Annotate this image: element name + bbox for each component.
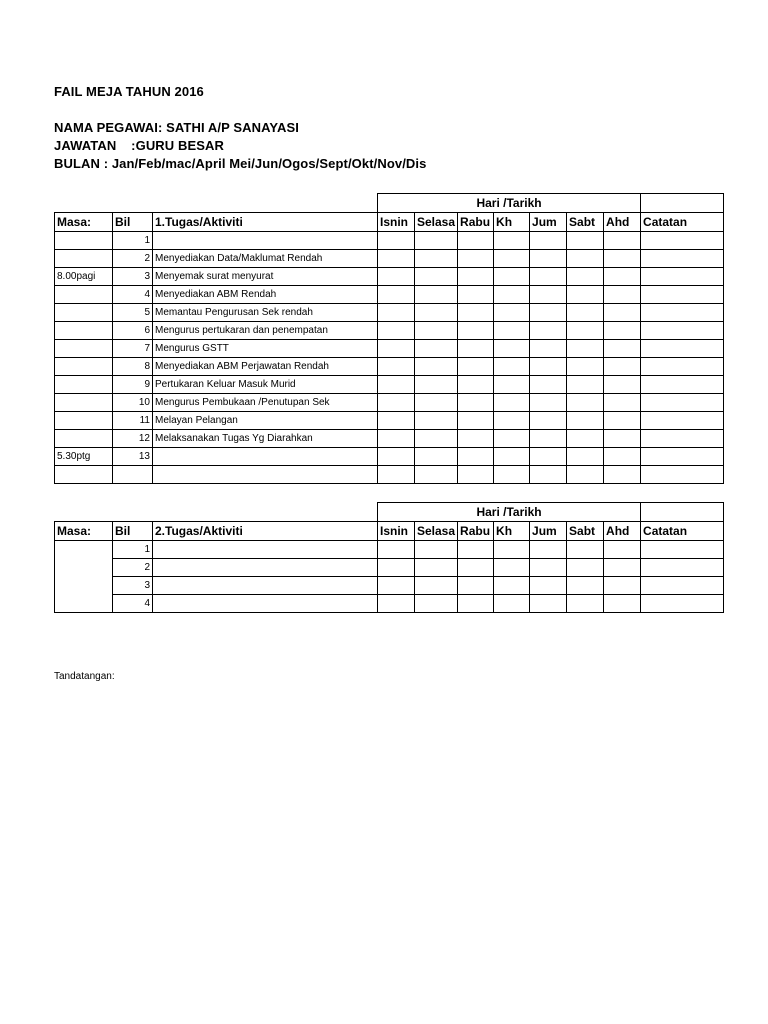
tugas-cell: Melayan Pelangan <box>153 412 378 430</box>
catatan-cell <box>641 376 724 394</box>
selasa-cell <box>415 358 458 376</box>
rabu-cell <box>458 376 494 394</box>
col-isnin: Isnin <box>378 213 415 232</box>
selasa-cell <box>415 232 458 250</box>
masa-cell <box>55 412 113 430</box>
table-row <box>55 376 724 394</box>
masa-cell <box>55 250 113 268</box>
col-masa: Masa: <box>55 213 113 232</box>
rabu-cell <box>458 286 494 304</box>
rabu-cell <box>458 322 494 340</box>
tugas-cell: Menyediakan ABM Rendah <box>153 286 378 304</box>
isnin-cell <box>378 358 415 376</box>
selasa-cell <box>415 541 458 559</box>
kh-cell <box>494 448 530 466</box>
ahd-cell <box>604 412 641 430</box>
isnin-cell <box>378 448 415 466</box>
jum-cell <box>530 577 567 595</box>
ahd-cell <box>604 394 641 412</box>
selasa-cell <box>415 448 458 466</box>
bil-cell: 13 <box>113 448 153 466</box>
bil-cell: 2 <box>113 559 153 577</box>
isnin-cell <box>378 412 415 430</box>
col-rabu: Rabu <box>458 522 494 541</box>
selasa-cell <box>415 430 458 448</box>
bil-cell: 7 <box>113 340 153 358</box>
table-row <box>55 358 724 376</box>
table-row <box>55 340 724 358</box>
ahd-cell <box>604 268 641 286</box>
sabt-cell <box>567 394 604 412</box>
masa-cell <box>55 466 113 484</box>
sabt-cell <box>567 466 604 484</box>
jum-cell <box>530 268 567 286</box>
bil-cell: 6 <box>113 322 153 340</box>
ahd-cell <box>604 376 641 394</box>
sabt-cell <box>567 577 604 595</box>
table-row <box>55 286 724 304</box>
isnin-cell <box>378 268 415 286</box>
sabt-cell <box>567 541 604 559</box>
tugas-cell <box>153 232 378 250</box>
catatan-cell <box>641 304 724 322</box>
kh-cell <box>494 304 530 322</box>
table-row <box>55 232 724 250</box>
ahd-cell <box>604 577 641 595</box>
sabt-cell <box>567 595 604 613</box>
catatan-cell <box>641 577 724 595</box>
tugas-table-1 <box>54 193 724 484</box>
tugas-cell: Pertukaran Keluar Masuk Murid <box>153 376 378 394</box>
masa-cell: 5.30ptg <box>55 448 113 466</box>
ahd-cell <box>604 286 641 304</box>
rabu-cell <box>458 559 494 577</box>
table-row <box>55 394 724 412</box>
selasa-cell <box>415 394 458 412</box>
col-ahd: Ahd <box>604 522 641 541</box>
ahd-cell <box>604 448 641 466</box>
sabt-cell <box>567 430 604 448</box>
sabt-cell <box>567 376 604 394</box>
rabu-cell <box>458 466 494 484</box>
rabu-cell <box>458 541 494 559</box>
isnin-cell <box>378 541 415 559</box>
rabu-cell <box>458 595 494 613</box>
isnin-cell <box>378 466 415 484</box>
tandatangan-label: Tandatangan: <box>54 671 115 682</box>
catatan-cell <box>641 412 724 430</box>
rabu-cell <box>458 304 494 322</box>
isnin-cell <box>378 595 415 613</box>
ahd-cell <box>604 250 641 268</box>
bil-cell: 9 <box>113 376 153 394</box>
sabt-cell <box>567 250 604 268</box>
bil-cell: 3 <box>113 268 153 286</box>
sabt-cell <box>567 322 604 340</box>
catatan-cell <box>641 430 724 448</box>
kh-cell <box>494 286 530 304</box>
table-row <box>55 322 724 340</box>
hari-tarikh-header: Hari /Tarikh <box>378 194 641 213</box>
masa-cell <box>55 430 113 448</box>
catatan-cell <box>641 358 724 376</box>
catatan-cell <box>641 268 724 286</box>
catatan-cell <box>641 232 724 250</box>
sabt-cell <box>567 412 604 430</box>
isnin-cell <box>378 376 415 394</box>
ahd-cell <box>604 340 641 358</box>
kh-cell <box>494 559 530 577</box>
catatan-cell <box>641 340 724 358</box>
masa-cell: 8.00pagi <box>55 268 113 286</box>
isnin-cell <box>378 322 415 340</box>
selasa-cell <box>415 322 458 340</box>
selasa-cell <box>415 340 458 358</box>
col-catatan: Catatan <box>641 213 724 232</box>
rabu-cell <box>458 358 494 376</box>
selasa-cell <box>415 559 458 577</box>
tugas-cell: Menyediakan Data/Maklumat Rendah <box>153 250 378 268</box>
table-row <box>55 466 724 484</box>
kh-cell <box>494 268 530 286</box>
sabt-cell <box>567 358 604 376</box>
sabt-cell <box>567 268 604 286</box>
table-row <box>55 448 724 466</box>
col-sabt: Sabt <box>567 522 604 541</box>
table-row <box>55 250 724 268</box>
ahd-cell <box>604 541 641 559</box>
tugas-cell <box>153 466 378 484</box>
tugas-cell: Melaksanakan Tugas Yg Diarahkan <box>153 430 378 448</box>
kh-cell <box>494 340 530 358</box>
col-catatan: Catatan <box>641 522 724 541</box>
table-row <box>55 595 724 613</box>
jum-cell <box>530 232 567 250</box>
kh-cell <box>494 430 530 448</box>
bil-cell: 4 <box>113 286 153 304</box>
isnin-cell <box>378 394 415 412</box>
bil-cell: 12 <box>113 430 153 448</box>
ahd-cell <box>604 595 641 613</box>
isnin-cell <box>378 232 415 250</box>
kh-cell <box>494 322 530 340</box>
jum-cell <box>530 394 567 412</box>
col-bil: Bil <box>113 213 153 232</box>
rabu-cell <box>458 394 494 412</box>
catatan-cell <box>641 559 724 577</box>
tugas-cell <box>153 559 378 577</box>
hari-tarikh-header: Hari /Tarikh <box>378 503 641 522</box>
bil-cell: 8 <box>113 358 153 376</box>
sabt-cell <box>567 448 604 466</box>
col-jum: Jum <box>530 213 567 232</box>
sabt-cell <box>567 304 604 322</box>
kh-cell <box>494 577 530 595</box>
catatan-cell <box>641 448 724 466</box>
masa-cell <box>55 376 113 394</box>
jum-cell <box>530 250 567 268</box>
selasa-cell <box>415 595 458 613</box>
table-row <box>55 430 724 448</box>
ahd-cell <box>604 304 641 322</box>
bil-cell: 2 <box>113 250 153 268</box>
catatan-cell <box>641 250 724 268</box>
bil-cell: 3 <box>113 577 153 595</box>
kh-cell <box>494 376 530 394</box>
sabt-cell <box>567 340 604 358</box>
table-row <box>55 541 724 559</box>
jum-cell <box>530 430 567 448</box>
sabt-cell <box>567 286 604 304</box>
col-bil: Bil <box>113 522 153 541</box>
bil-cell: 4 <box>113 595 153 613</box>
ahd-cell <box>604 358 641 376</box>
nama-pegawai: NAMA PEGAWAI: SATHI A/P SANAYASI <box>54 120 299 135</box>
tugas-cell: Mengurus pertukaran dan penempatan <box>153 322 378 340</box>
rabu-cell <box>458 232 494 250</box>
jum-cell <box>530 358 567 376</box>
col-rabu: Rabu <box>458 213 494 232</box>
ahd-cell <box>604 322 641 340</box>
tugas-cell: Mengurus Pembukaan /Penutupan Sek <box>153 394 378 412</box>
selasa-cell <box>415 286 458 304</box>
kh-cell <box>494 466 530 484</box>
masa-cell <box>55 394 113 412</box>
selasa-cell <box>415 304 458 322</box>
jum-cell <box>530 412 567 430</box>
col-sabt: Sabt <box>567 213 604 232</box>
sabt-cell <box>567 559 604 577</box>
ahd-cell <box>604 430 641 448</box>
selasa-cell <box>415 412 458 430</box>
col-kh: Kh <box>494 213 530 232</box>
masa-cell <box>55 286 113 304</box>
rabu-cell <box>458 577 494 595</box>
isnin-cell <box>378 577 415 595</box>
kh-cell <box>494 232 530 250</box>
col-ahd: Ahd <box>604 213 641 232</box>
catatan-cell <box>641 595 724 613</box>
tugas-cell <box>153 577 378 595</box>
jum-cell <box>530 559 567 577</box>
jum-cell <box>530 376 567 394</box>
jum-cell <box>530 340 567 358</box>
bil-cell: 10 <box>113 394 153 412</box>
kh-cell <box>494 595 530 613</box>
rabu-cell <box>458 340 494 358</box>
jum-cell <box>530 322 567 340</box>
bil-cell: 1 <box>113 541 153 559</box>
rabu-cell <box>458 250 494 268</box>
selasa-cell <box>415 250 458 268</box>
masa-cell <box>55 340 113 358</box>
tugas-cell <box>153 448 378 466</box>
bil-cell: 1 <box>113 232 153 250</box>
catatan-cell <box>641 466 724 484</box>
sabt-cell <box>567 232 604 250</box>
isnin-cell <box>378 559 415 577</box>
tugas-cell <box>153 541 378 559</box>
bil-cell <box>113 466 153 484</box>
jawatan: JAWATAN :GURU BESAR <box>54 138 225 153</box>
jum-cell <box>530 286 567 304</box>
col-selasa: Selasa <box>415 213 458 232</box>
kh-cell <box>494 412 530 430</box>
rabu-cell <box>458 412 494 430</box>
masa-cell <box>55 304 113 322</box>
isnin-cell <box>378 286 415 304</box>
table-row <box>55 577 724 595</box>
isnin-cell <box>378 430 415 448</box>
col-tugas: 2.Tugas/Aktiviti <box>153 522 378 541</box>
tugas-cell: Menyemak surat menyurat <box>153 268 378 286</box>
ahd-cell <box>604 232 641 250</box>
tugas-cell: Menyediakan ABM Perjawatan Rendah <box>153 358 378 376</box>
isnin-cell <box>378 304 415 322</box>
col-selasa: Selasa <box>415 522 458 541</box>
selasa-cell <box>415 466 458 484</box>
jum-cell <box>530 466 567 484</box>
col-jum: Jum <box>530 522 567 541</box>
table-row <box>55 559 724 577</box>
table-row <box>55 268 724 286</box>
jum-cell <box>530 448 567 466</box>
kh-cell <box>494 358 530 376</box>
column-header-row <box>55 522 724 541</box>
bulan: BULAN : Jan/Feb/mac/April Mei/Jun/Ogos/Sept/Okt/Nov/Dis <box>54 156 427 171</box>
jum-cell <box>530 595 567 613</box>
catatan-cell <box>641 286 724 304</box>
tugas-table-2 <box>54 502 724 613</box>
isnin-cell <box>378 250 415 268</box>
rabu-cell <box>458 268 494 286</box>
bil-cell: 5 <box>113 304 153 322</box>
tugas-cell: Mengurus GSTT <box>153 340 378 358</box>
col-masa: Masa: <box>55 522 113 541</box>
bil-cell: 11 <box>113 412 153 430</box>
jum-cell <box>530 541 567 559</box>
kh-cell <box>494 394 530 412</box>
document-title: FAIL MEJA TAHUN 2016 <box>54 84 204 99</box>
masa-cell <box>55 358 113 376</box>
kh-cell <box>494 541 530 559</box>
table-row <box>55 304 724 322</box>
rabu-cell <box>458 448 494 466</box>
kh-cell <box>494 250 530 268</box>
col-tugas: 1.Tugas/Aktiviti <box>153 213 378 232</box>
isnin-cell <box>378 340 415 358</box>
ahd-cell <box>604 559 641 577</box>
selasa-cell <box>415 376 458 394</box>
rabu-cell <box>458 430 494 448</box>
catatan-cell <box>641 322 724 340</box>
masa-cell <box>55 322 113 340</box>
tugas-cell: Memantau Pengurusan Sek rendah <box>153 304 378 322</box>
selasa-cell <box>415 577 458 595</box>
col-kh: Kh <box>494 522 530 541</box>
selasa-cell <box>415 268 458 286</box>
catatan-cell <box>641 394 724 412</box>
catatan-cell <box>641 541 724 559</box>
col-isnin: Isnin <box>378 522 415 541</box>
table-row <box>55 412 724 430</box>
tugas-cell <box>153 595 378 613</box>
ahd-cell <box>604 466 641 484</box>
jum-cell <box>530 304 567 322</box>
masa-cell <box>55 541 113 613</box>
masa-cell <box>55 232 113 250</box>
column-header-row <box>55 213 724 232</box>
